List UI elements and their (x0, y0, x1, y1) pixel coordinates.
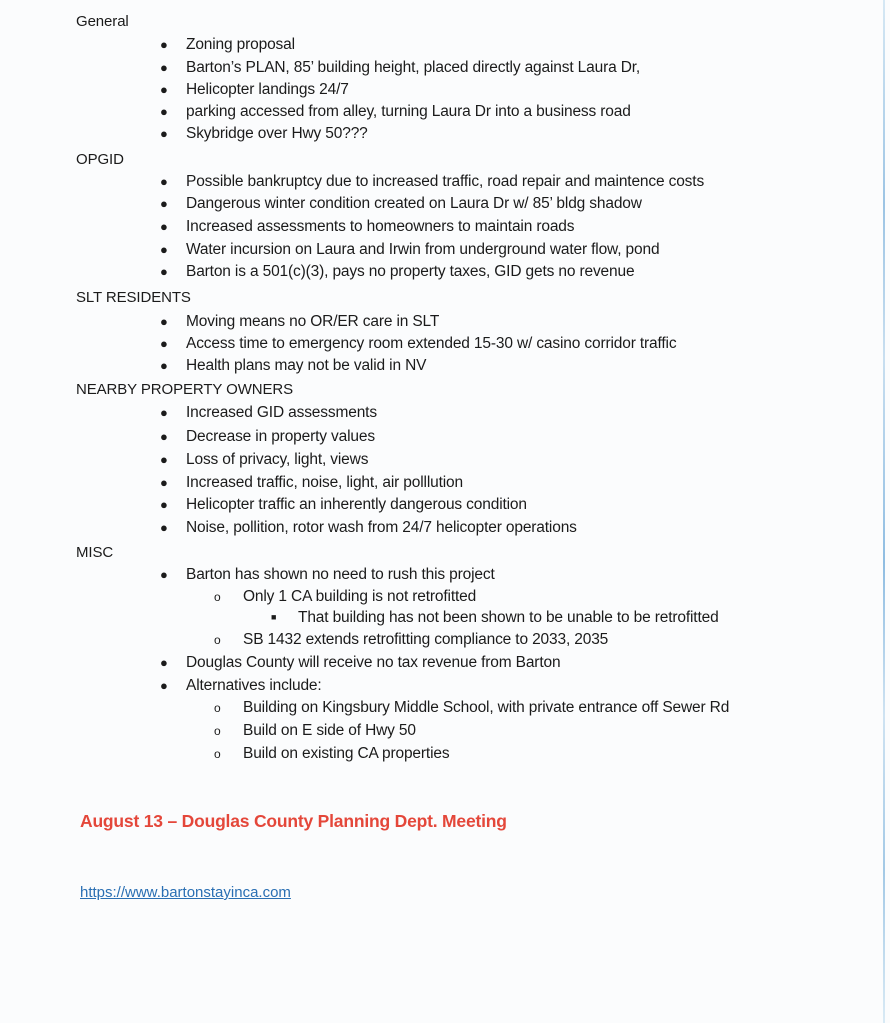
list-item: ● Noise, pollition, rotor wash from 24/7 helicopter operations (160, 519, 577, 536)
circle-bullet-icon: o (214, 724, 221, 738)
bullet-icon: ● (160, 655, 168, 670)
sub-list-item: o Build on E side of Hwy 50 (214, 722, 416, 739)
bullet-icon: ● (160, 174, 168, 189)
sub-list-item: o Build on existing CA properties (214, 745, 450, 762)
list-item: ● Water incursion on Laura and Irwin from underground water flow, pond (160, 241, 660, 258)
sub-list-item: o SB 1432 extends retrofitting compliance to 2033, 2035 (214, 631, 609, 648)
bullet-icon: ● (160, 429, 168, 444)
list-item: ● Douglas County will receive no tax revenue from Barton (160, 654, 561, 671)
bullet-icon: ● (160, 336, 168, 351)
list-item: ● Increased assessments to homeowners to maintain roads (160, 218, 575, 235)
circle-bullet-icon: o (214, 747, 221, 761)
list-item: ● Helicopter landings 24/7 (160, 81, 349, 98)
bullet-icon: ● (160, 219, 168, 234)
bullet-icon: ● (160, 104, 168, 119)
sub-sub-list-item: ■ That building has not been shown to be unable to be retrofitted (271, 609, 719, 626)
meeting-announcement: August 13 – Douglas County Planning Dept. Meeting (80, 811, 507, 831)
sub-list-item: o Building on Kingsbury Middle School, with private entrance off Sewer Rd (214, 699, 730, 716)
bullet-icon: ● (160, 264, 168, 279)
bullet-icon: ● (160, 497, 168, 512)
list-item: ● Possible bankruptcy due to increased traffic, road repair and maintence costs (160, 173, 705, 190)
section-heading-opgid: OPGID (76, 151, 124, 168)
list-item: ● Increased GID assessments (160, 404, 377, 421)
bullet-icon: ● (160, 60, 168, 75)
square-bullet-icon: ■ (271, 612, 277, 622)
bullet-icon: ● (160, 242, 168, 257)
list-item: ● Loss of privacy, light, views (160, 451, 369, 468)
page-edge-shadow (883, 0, 885, 1023)
list-item: ● Barton is a 501(c)(3), pays no property taxes, GID gets no revenue (160, 263, 635, 280)
bullet-icon: ● (160, 475, 168, 490)
bullet-icon: ● (160, 520, 168, 535)
bullet-icon: ● (160, 405, 168, 420)
list-item: ● parking accessed from alley, turning Laura Dr into a business road (160, 103, 631, 120)
list-item: ● Moving means no OR/ER care in SLT (160, 313, 440, 330)
bullet-icon: ● (160, 678, 168, 693)
list-item: ● Decrease in property values (160, 428, 375, 445)
list-item: ● Barton’s PLAN, 85’ building height, placed directly against Laura Dr, (160, 59, 641, 76)
section-heading-general: General (76, 13, 129, 30)
bullet-icon: ● (160, 567, 168, 582)
bullet-icon: ● (160, 196, 168, 211)
bullet-icon: ● (160, 358, 168, 373)
circle-bullet-icon: o (214, 633, 221, 647)
section-heading-misc: MISC (76, 544, 114, 561)
list-item: ● Barton has shown no need to rush this project (160, 566, 495, 583)
list-item: ● Dangerous winter condition created on Laura Dr w/ 85’ bldg shadow (160, 195, 642, 212)
section-heading-nearby-property-owners: NEARBY PROPERTY OWNERS (76, 381, 294, 398)
sub-list-item: o Only 1 CA building is not retrofitted (214, 588, 477, 605)
website-link[interactable]: https://www.bartonstayinca.com (80, 884, 291, 901)
circle-bullet-icon: o (214, 701, 221, 715)
list-item: ● Zoning proposal (160, 36, 295, 53)
section-heading-slt-residents: SLT RESIDENTS (76, 289, 191, 306)
list-item: ● Increased traffic, noise, light, air polllution (160, 474, 463, 491)
list-item: ● Access time to emergency room extended 15-30 w/ casino corridor traffic (160, 335, 677, 352)
list-item: ● Helicopter traffic an inherently dangerous condition (160, 496, 527, 513)
bullet-icon: ● (160, 452, 168, 467)
bullet-icon: ● (160, 314, 168, 329)
circle-bullet-icon: o (214, 590, 221, 604)
list-item: ● Alternatives include: (160, 677, 322, 694)
bullet-icon: ● (160, 37, 168, 52)
list-item: ● Health plans may not be valid in NV (160, 357, 427, 374)
bullet-icon: ● (160, 82, 168, 97)
list-item: ● Skybridge over Hwy 50??? (160, 125, 368, 142)
bullet-icon: ● (160, 126, 168, 141)
